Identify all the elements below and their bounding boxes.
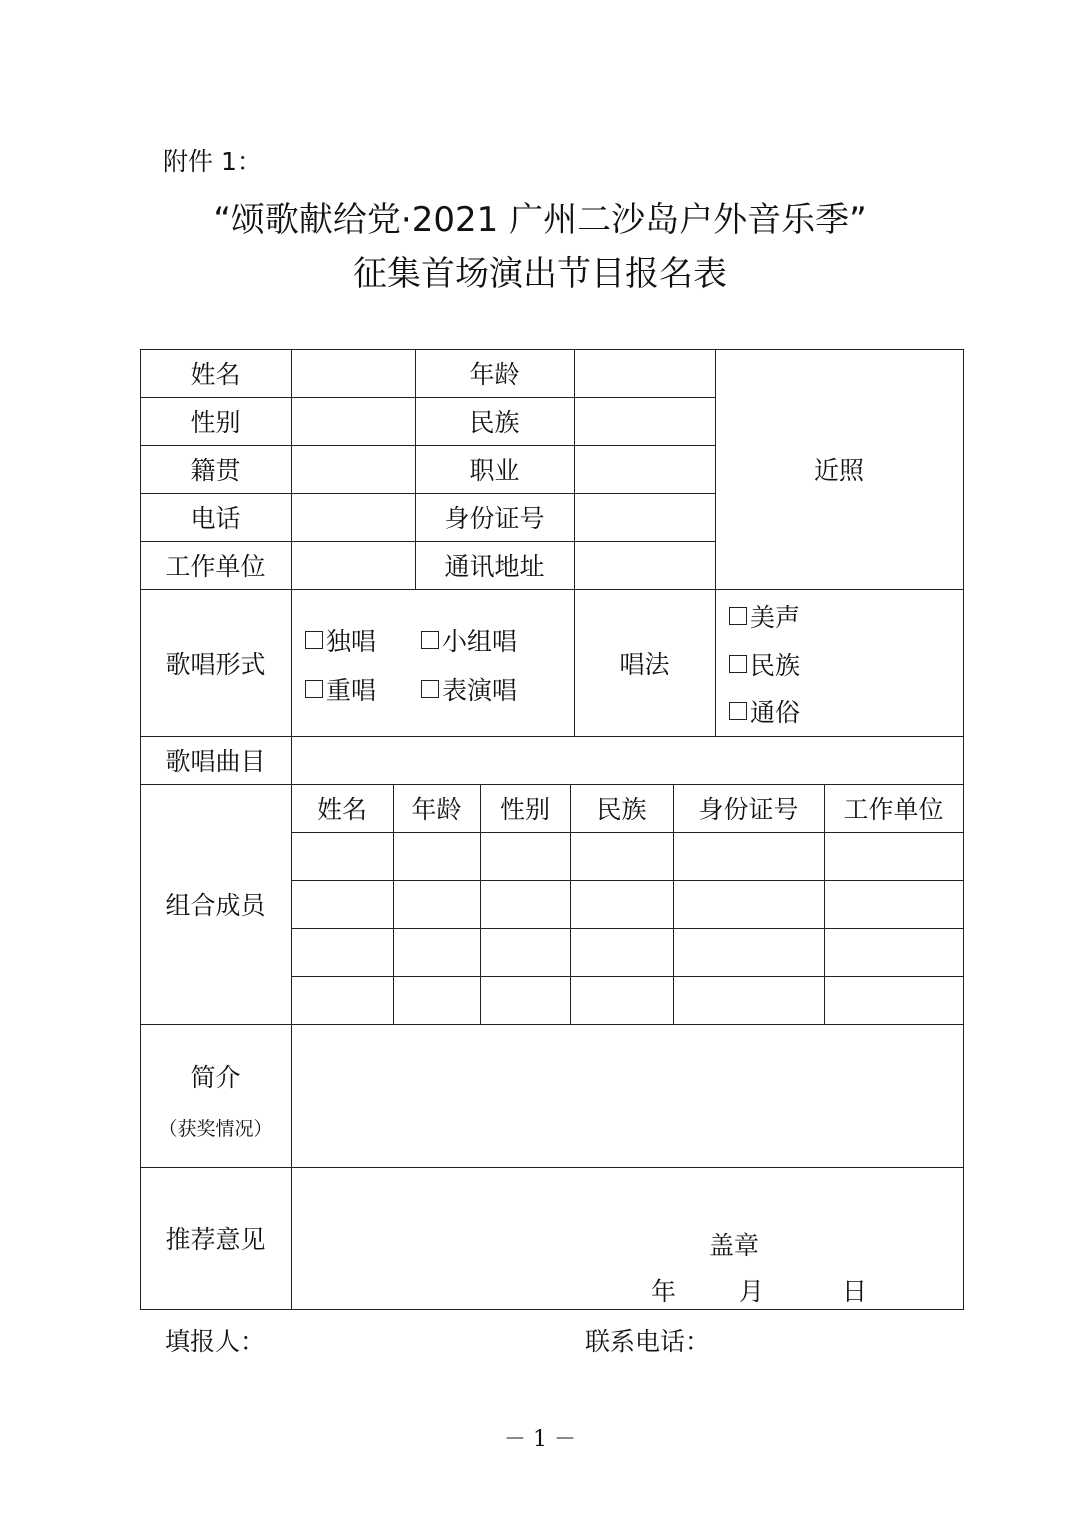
- singing-form-option-small-group[interactable]: 小组唱: [421, 620, 517, 660]
- occupation-label: 职业: [469, 456, 520, 485]
- checkbox-icon[interactable]: [421, 631, 439, 649]
- member-row[interactable]: [291, 928, 963, 976]
- page-title: “颂歌献给党·2021 广州二沙岛户外音乐季”: [213, 200, 867, 240]
- singing-form-option-ensemble[interactable]: 重唱: [305, 669, 376, 709]
- gender-field[interactable]: [291, 397, 415, 445]
- contact-phone-label: 联系电话：: [585, 1327, 711, 1356]
- age-field[interactable]: [574, 349, 715, 397]
- name-field[interactable]: [291, 349, 415, 397]
- attachment-label: 附件 1：: [163, 147, 262, 176]
- photo-area[interactable]: [715, 349, 963, 589]
- singing-style-option-folk[interactable]: 民族: [729, 644, 800, 684]
- checkbox-icon[interactable]: [305, 680, 323, 698]
- member-column-name: 姓名: [316, 795, 367, 824]
- id-number-label: 身份证号: [444, 504, 545, 533]
- singing-form-option-performance[interactable]: 表演唱: [421, 669, 517, 709]
- group-members-label: 组合成员: [165, 891, 266, 920]
- checkbox-icon[interactable]: [729, 607, 747, 625]
- day-label: 日: [842, 1277, 868, 1306]
- month-label: 月: [739, 1277, 765, 1306]
- intro-sublabel: （获奖情况）: [158, 1118, 273, 1140]
- member-row[interactable]: [291, 880, 963, 928]
- member-row[interactable]: [291, 976, 963, 1024]
- recommendation-label: 推荐意见: [165, 1225, 266, 1254]
- photo-label: 近照: [813, 456, 864, 485]
- address-field[interactable]: [574, 541, 715, 589]
- id-number-field[interactable]: [574, 493, 715, 541]
- hometown-label: 籍贯: [190, 456, 241, 485]
- employer-label: 工作单位: [165, 552, 266, 581]
- phone-label: 电话: [190, 504, 241, 533]
- member-row[interactable]: [291, 832, 963, 880]
- page-subtitle: 征集首场演出节目报名表: [353, 254, 727, 294]
- singing-form-option-solo[interactable]: 独唱: [305, 620, 376, 660]
- address-label: 通讯地址: [444, 552, 545, 581]
- checkbox-icon[interactable]: [729, 702, 747, 720]
- singing-style-option-bel-canto[interactable]: 美声: [729, 596, 800, 636]
- name-label: 姓名: [190, 360, 241, 389]
- intro-label: 简介: [190, 1063, 241, 1092]
- checkbox-icon[interactable]: [305, 631, 323, 649]
- ethnicity-field[interactable]: [574, 397, 715, 445]
- employer-field[interactable]: [291, 541, 415, 589]
- checkbox-icon[interactable]: [421, 680, 439, 698]
- singing-style-option-popular[interactable]: 通俗: [729, 691, 800, 731]
- ethnicity-label: 民族: [469, 408, 520, 437]
- gender-label: 性别: [190, 408, 241, 437]
- checkbox-icon[interactable]: [729, 655, 747, 673]
- seal-label: 盖章: [709, 1231, 760, 1260]
- member-column-ethnicity: 民族: [596, 795, 647, 824]
- hometown-field[interactable]: [291, 445, 415, 493]
- phone-field[interactable]: [291, 493, 415, 541]
- page-number: － 1 －: [504, 1427, 576, 1452]
- filler-label: 填报人：: [165, 1327, 266, 1356]
- singing-style-label: 唱法: [619, 649, 670, 679]
- song-list-field[interactable]: [291, 736, 963, 784]
- member-column-age: 年龄: [411, 795, 462, 824]
- year-label: 年: [651, 1277, 677, 1306]
- age-label: 年龄: [469, 360, 520, 389]
- occupation-field[interactable]: [574, 445, 715, 493]
- member-column-employer: 工作单位: [843, 795, 944, 824]
- singing-form-label: 歌唱形式: [165, 649, 266, 679]
- member-column-gender: 性别: [499, 795, 550, 824]
- song-list-label: 歌唱曲目: [165, 747, 266, 776]
- intro-field[interactable]: [291, 1024, 963, 1167]
- member-column-id-number: 身份证号: [698, 795, 799, 824]
